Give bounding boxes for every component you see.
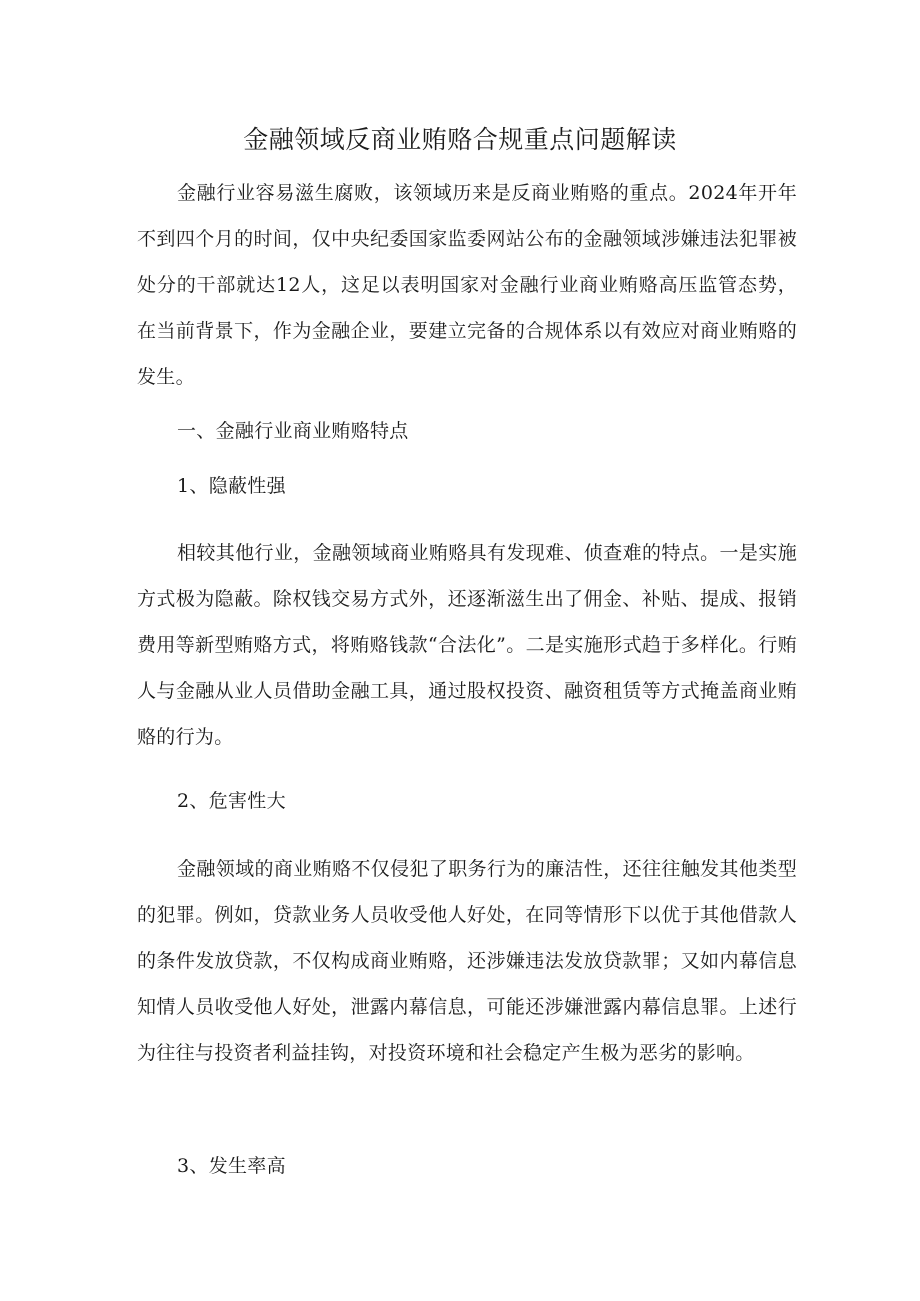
- intro-paragraph: 金融行业容易滋生腐败，该领域历来是反商业贿赂的重点。2024年开年不到四个月的时间，仅中央纪委国家监委网站公布的金融领域涉嫌违法犯罪被处分的干部就达12人，这足以表明国家对金融行业商业贿赂高压监管态势，在当前背景下，作为金融企业，要建立完备的合规体系以有效应对商业贿赂的发生。: [137, 182, 797, 388]
- subsection-3-heading: 3、发生率高: [177, 1155, 286, 1177]
- subsection-2-heading: 2、危害性大: [177, 790, 286, 812]
- subsection-2-body: 金融领域的商业贿赂不仅侵犯了职务行为的廉洁性，还往往触发其他类型的犯罪。例如，贷款业务人员收受他人好处，在同等情形下以优于其他借款人的条件发放贷款，不仅构成商业贿赂，还涉嫌违法发放贷款罪；又如内幕信息知情人员收受他人好处，泄露内幕信息，可能还涉嫌泄露内幕信息罪。上述行为往往与投资者利益挂钩，对投资环境和社会稳定产生极为恶劣的影响。: [137, 858, 797, 1064]
- subsection-1-body: 相较其他行业，金融领域商业贿赂具有发现难、侦查难的特点。一是实施方式极为隐蔽。除权钱交易方式外，还逐渐滋生出了佣金、补贴、提成、报销费用等新型贿赂方式，将贿赂钱款“合法化”。二是实施形式趋于多样化。行贿人与金融从业人员借助金融工具，通过股权投资、融资租赁等方式掩盖商业贿赂的行为。: [137, 542, 797, 748]
- document-title: 金融领域反商业贿赂合规重点问题解读: [243, 125, 677, 154]
- section-1-heading: 一、金融行业商业贿赂特点: [177, 420, 409, 442]
- subsection-1-heading: 1、隐蔽性强: [177, 475, 286, 497]
